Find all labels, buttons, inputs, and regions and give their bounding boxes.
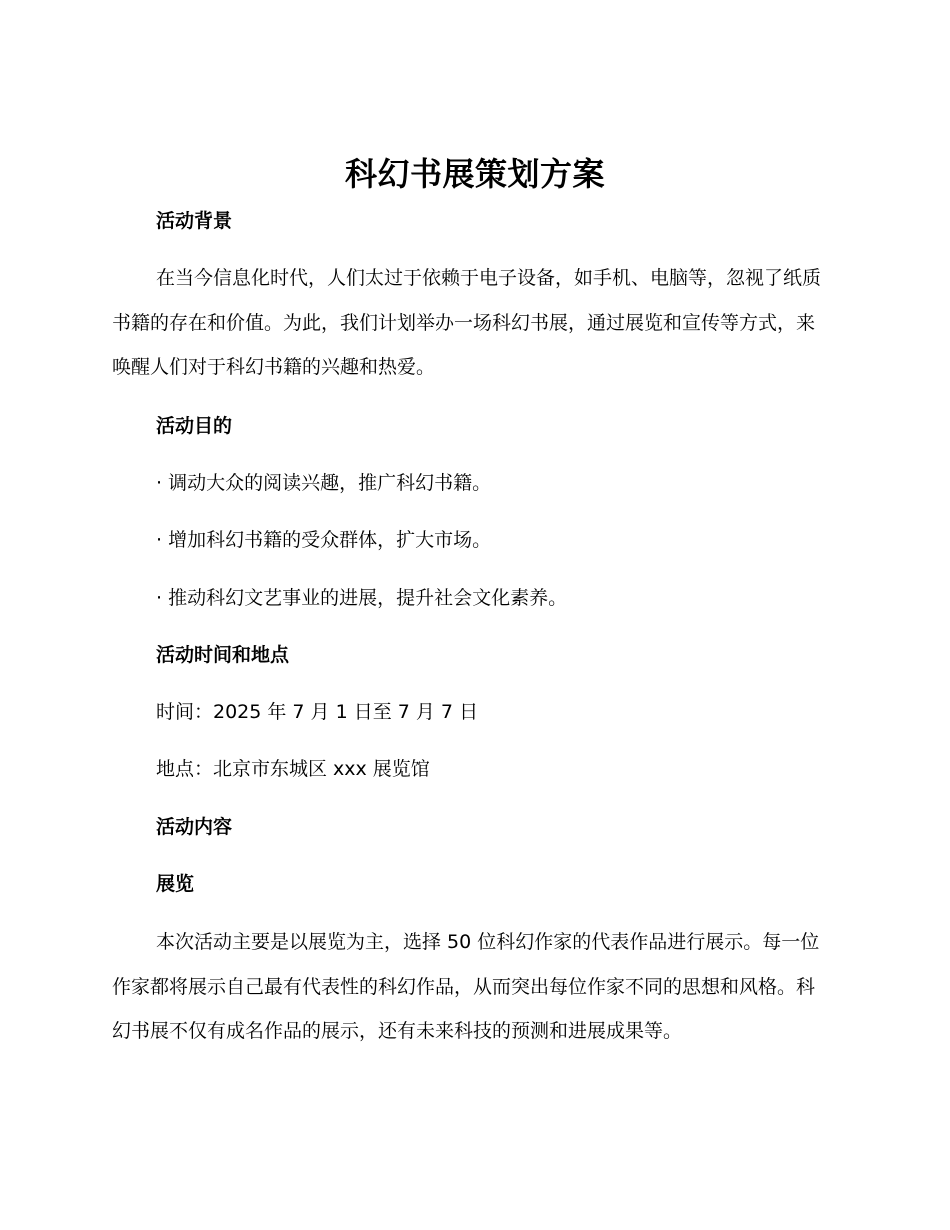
document-title: 科幻书展策划方案 (344, 155, 605, 193)
heading-background: 活动背景 (156, 210, 233, 232)
heading-time-place: 活动时间和地点 (156, 644, 290, 666)
heading-purpose: 活动目的 (156, 415, 233, 437)
purpose-list-item-3: · 推动科幻文艺事业的进展，提升社会文化素养。 (156, 587, 568, 609)
event-time: 时间：2025 年 7 月 1 日至 7 月 7 日 (156, 701, 479, 723)
paragraph-exhibition: 本次活动主要是以展览为主，选择 50 位科幻作家的代表作品进行展示。每一位作家都将展示自己最有代表性的科幻作品，从而突出每位作家不同的思想和风格。科幻书展不仅有成名作品的展示，还有未来科技的预测和进展成果等。 (112, 931, 820, 1042)
purpose-list-item-2: · 增加科幻书籍的受众群体，扩大市场。 (156, 529, 492, 551)
purpose-list-item-1: · 调动大众的阅读兴趣，推广科幻书籍。 (156, 472, 492, 494)
heading-content: 活动内容 (156, 816, 233, 838)
paragraph-background: 在当今信息化时代，人们太过于依赖于电子设备，如手机、电脑等，忽视了纸质书籍的存在和价值。为此，我们计划举办一场科幻书展，通过展览和宣传等方式，来唤醒人们对于科幻书籍的兴趣和热爱。 (112, 267, 822, 378)
subheading-exhibition: 展览 (156, 873, 195, 895)
event-place: 地点：北京市东城区 xxx 展览馆 (156, 758, 430, 780)
